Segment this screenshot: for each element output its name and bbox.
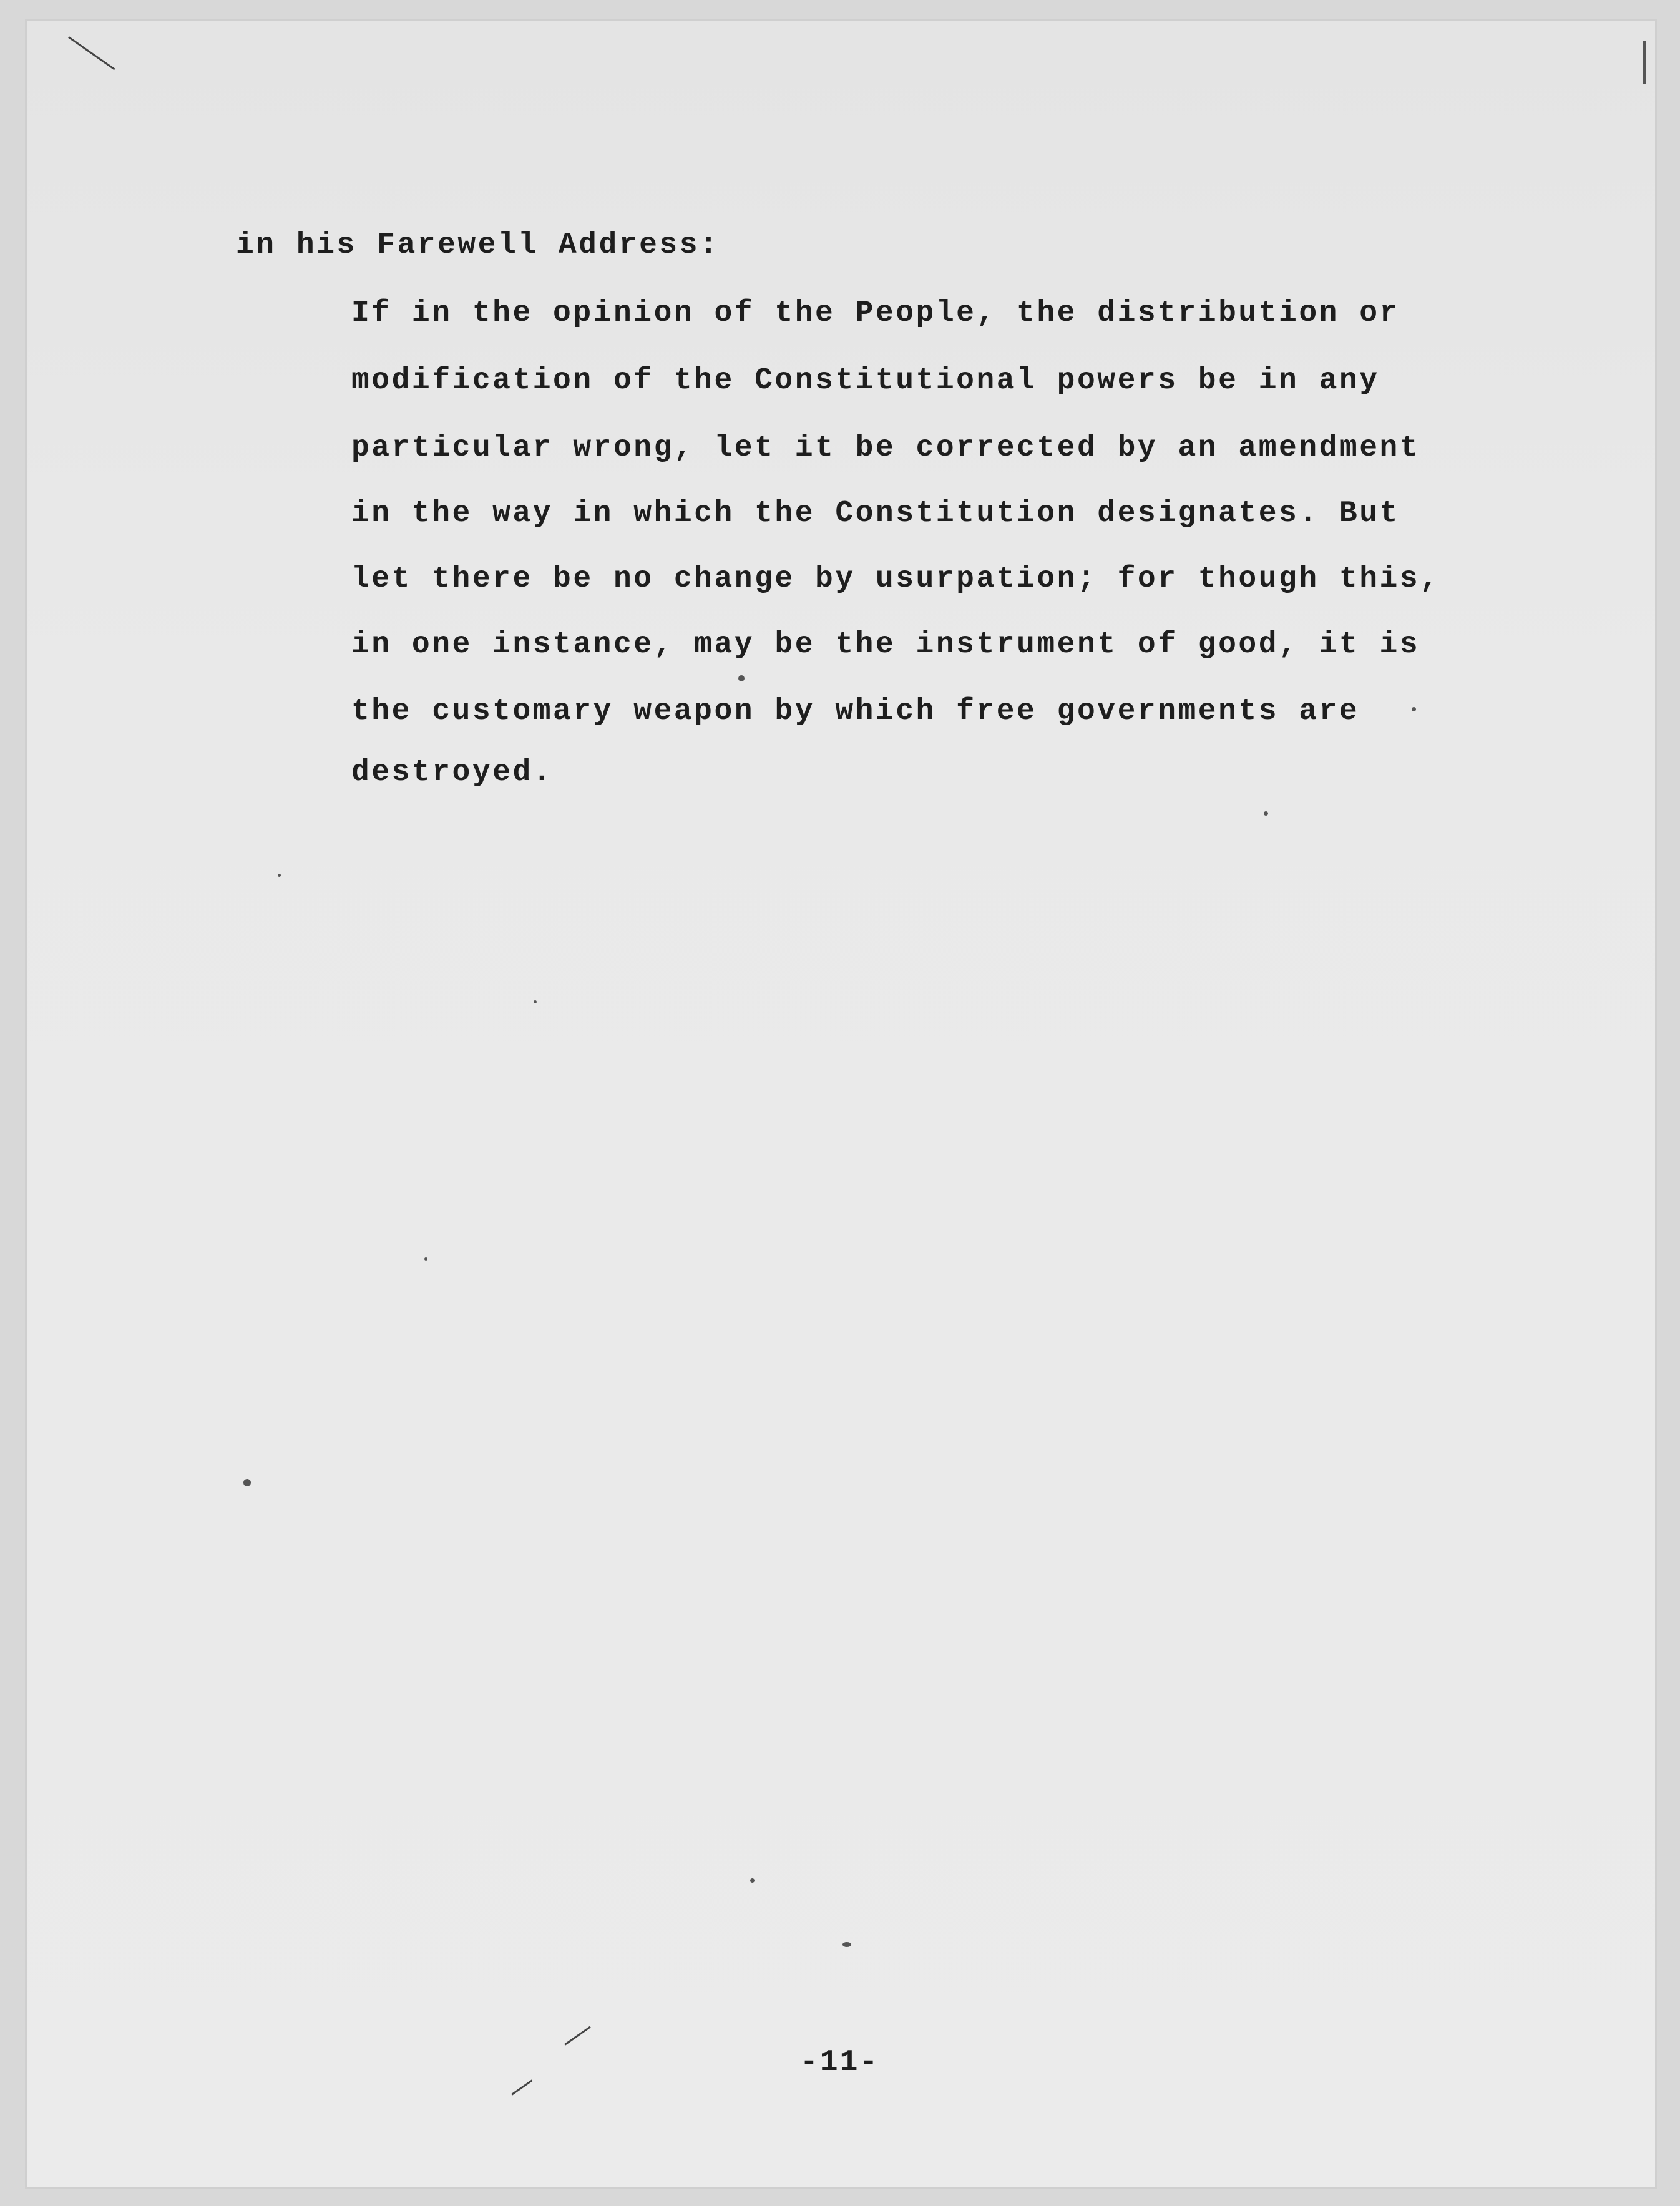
intro-line: in his Farewell Address:	[236, 228, 720, 262]
quote-line-7: the customary weapon by which free governments are	[351, 695, 1360, 728]
quote-line-2: modification of the Constitutional powers be in any	[351, 364, 1380, 398]
scan-speck	[842, 1942, 851, 1947]
scan-speck	[738, 675, 745, 681]
scan-speck	[750, 1878, 755, 1883]
page-number: -11-	[800, 2046, 880, 2079]
scan-speck	[534, 1000, 537, 1003]
page-edge-mark	[1643, 41, 1646, 84]
scan-speck	[1412, 707, 1416, 711]
quote-line-1: If in the opinion of the People, the distribution or	[351, 296, 1400, 330]
quote-line-5: let there be no change by usurpation; for though this,	[351, 562, 1440, 596]
quote-line-6: in one instance, may be the instrument of good, it is	[351, 628, 1420, 661]
quote-line-4: in the way in which the Constitution designates. But	[351, 497, 1400, 530]
quote-line-8: destroyed.	[351, 756, 554, 789]
scan-speck	[243, 1479, 251, 1486]
scan-speck	[278, 874, 281, 877]
scan-speck	[1264, 811, 1268, 816]
document-page	[25, 19, 1657, 2189]
scan-speck	[424, 1257, 427, 1261]
quote-line-3: particular wrong, let it be corrected by an amendment	[351, 431, 1420, 465]
